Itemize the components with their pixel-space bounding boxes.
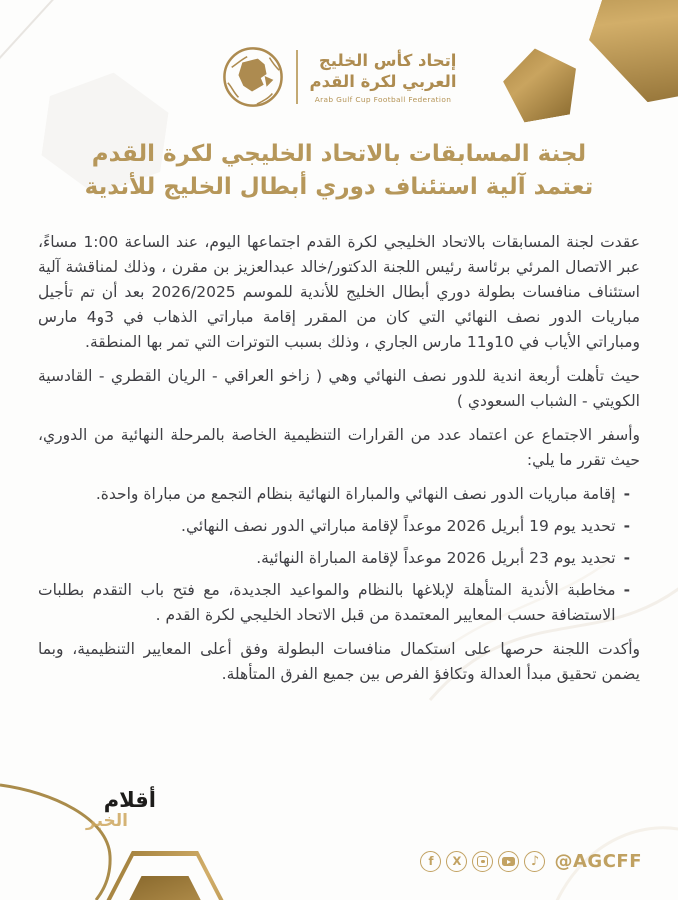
instagram-icon[interactable] bbox=[472, 851, 493, 872]
federation-name-english: Arab Gulf Cup Football Federation bbox=[314, 95, 452, 104]
logo-divider bbox=[296, 50, 298, 104]
decisions-list bbox=[38, 482, 640, 628]
federation-name-arabic-line2: العربي لكرة القدم bbox=[309, 72, 457, 91]
federation-name bbox=[310, 50, 457, 104]
title-line1: لجنة المسابقات بالاتحاد الخليجي لكرة القدم bbox=[91, 141, 587, 167]
paragraph-decisions-intro: وأسفر الاجتماع عن اعتماد عدد من القرارات التنظيمية الخاصة بالمرحلة النهائية من الدوري، حيث تقرر ما يلي: bbox=[38, 426, 640, 469]
article-body bbox=[38, 230, 640, 696]
bullet-dash: - bbox=[623, 549, 630, 567]
bottom-hexagon-decoration bbox=[93, 851, 237, 900]
social-handle[interactable]: @AGCFF bbox=[554, 851, 642, 872]
bullet-dash: - bbox=[623, 517, 630, 535]
paragraph-closing: وأكدت اللجنة حرصها على استكمال منافسات البطولة وفق أعلى المعايير التنظيمية، وبما يضمن تحقيق مبدأ العدالة وتكافؤ الفرص بين جميع الفرق المتأهلة. bbox=[38, 640, 640, 683]
list-item-text: مخاطبة الأندية المتأهلة لإبلاغها بالنظام والمواعيد الجديدة، مع فتح باب التقدم بطلبات الاستضافة حسب المعايير المعتمدة من قبل الاتحاد الخليجي لكرة القدم . bbox=[38, 581, 616, 624]
aqlam-alkhabar-brand-logo bbox=[46, 788, 156, 858]
list-item-text: تحديد يوم 19 أبريل 2026 موعداً لإقامة مباراتي الدور نصف النهائي. bbox=[181, 517, 616, 535]
list-item-text: إقامة مباريات الدور نصف النهائي والمباراة النهائية بنظام التجمع من مباراة واحدة. bbox=[95, 485, 616, 503]
youtube-icon[interactable] bbox=[498, 851, 519, 872]
page-title bbox=[0, 138, 678, 204]
social-bar bbox=[420, 851, 642, 872]
federation-name-arabic-line1: إتحاد كأس الخليج bbox=[318, 51, 457, 70]
paragraph-qualified-teams: حيث تأهلت أربعة اندية للدور نصف النهائي وهي ( زاخو العراقي - الريان القطري - القادسية الكويتي - الشباب السعودي ) bbox=[38, 367, 640, 410]
list-item bbox=[38, 482, 630, 507]
list-item bbox=[38, 514, 630, 539]
tiktok-icon[interactable]: ♪ bbox=[524, 851, 545, 872]
brand-line2: الخبر bbox=[86, 811, 128, 831]
list-item bbox=[38, 578, 630, 628]
brand-line1: أقلام bbox=[103, 788, 156, 812]
bullet-dash: - bbox=[623, 581, 630, 599]
x-icon[interactable]: X bbox=[446, 851, 467, 872]
title-line2: تعتمد آلية استئناف دوري أبطال الخليج للأندية bbox=[84, 174, 594, 200]
federation-logo bbox=[0, 46, 678, 108]
facebook-icon[interactable]: f bbox=[420, 851, 441, 872]
bullet-dash: - bbox=[623, 485, 630, 503]
list-item bbox=[38, 546, 630, 571]
paragraph-meeting: عقدت لجنة المسابقات بالاتحاد الخليجي لكرة القدم اجتماعها اليوم، عند الساعة 1:00 مساءً، عبر الاتصال المرئي برئاسة رئيس اللجنة الدكتور/خالد عبدالعزيز بن مقرن ، وذلك لمناقشة آلية استئناف منافسات بطولة دوري أبطال الخليج للأندية للموسم 2026/2025 بعد أن تم تأجيل مباريات الدور نصف النهائي التي كان من المقرر إقامة مباراتي الذهاب في 3و4 مارس ومباراتي الأياب في 10و11 مارس الجاري ، وذلك بسبب التوترات التي تمر بها المنطقة. bbox=[38, 233, 640, 351]
football-map-logo-icon bbox=[222, 46, 284, 108]
list-item-text: تحديد يوم 23 أبريل 2026 موعداً لإقامة المباراة النهائية. bbox=[256, 549, 616, 567]
